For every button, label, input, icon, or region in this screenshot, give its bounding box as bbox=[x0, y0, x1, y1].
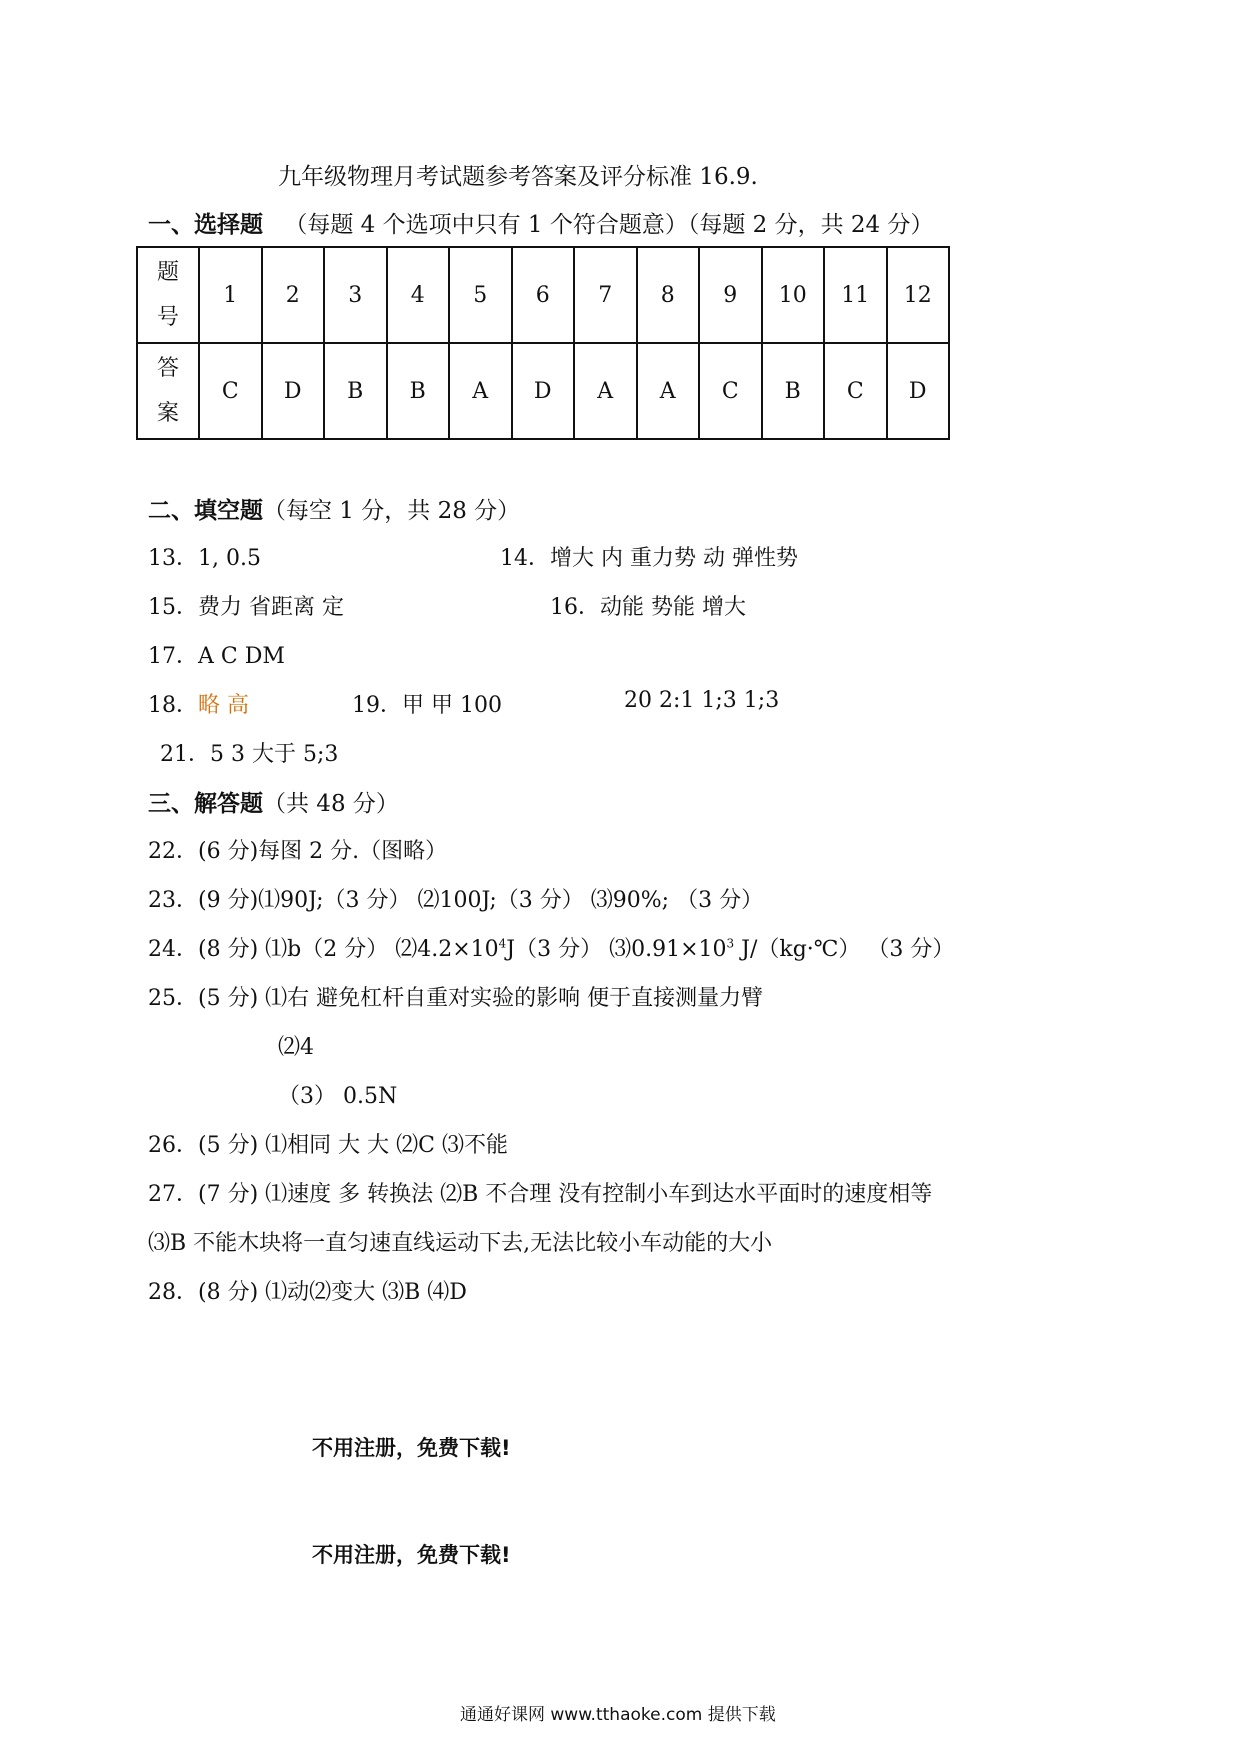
table-cell-answer: B bbox=[762, 343, 825, 439]
section1-heading-line bbox=[148, 206, 933, 239]
section3-note: （共 48 分） bbox=[263, 791, 399, 817]
section3-heading-line bbox=[148, 785, 399, 818]
answer-15: 15．费力 省距离 定 bbox=[148, 595, 344, 620]
answer-27: 27．(7 分) ⑴速度 多 转换法 ⑵B 不合理 没有控制小车到达水平面时的速度相等 bbox=[148, 1182, 933, 1207]
answer-26: 26．(5 分) ⑴相同 大 大 ⑵C ⑶不能 bbox=[148, 1133, 508, 1158]
table-cell-number: 8 bbox=[637, 247, 700, 343]
answer-17: 17．A C DM bbox=[148, 644, 285, 669]
answer-20: 20 2:1 1;3 1;3 bbox=[624, 688, 780, 713]
table-cell-answer: D bbox=[512, 343, 575, 439]
table-cell-number: 3 bbox=[324, 247, 387, 343]
page-title: 九年级物理月考试题参考答案及评分标准 16.9. bbox=[278, 164, 758, 190]
table-cell-number: 5 bbox=[449, 247, 512, 343]
table-row-numbers bbox=[137, 247, 949, 343]
table-cell-answer: A bbox=[449, 343, 512, 439]
answer-28: 28．(8 分) ⑴动⑵变大 ⑶B ⑷D bbox=[148, 1280, 467, 1305]
table-cell-answer: D bbox=[887, 343, 950, 439]
promo-text: 不用注册，免费下载! bbox=[312, 1543, 511, 1567]
table-cell-number: 4 bbox=[387, 247, 450, 343]
answer-25-part3: （3） 0.5N bbox=[278, 1084, 398, 1109]
table-cell-answer: C bbox=[699, 343, 762, 439]
table-cell-number: 9 bbox=[699, 247, 762, 343]
table-cell-number: 6 bbox=[512, 247, 575, 343]
section1-note: （每题 4 个选项中只有 1 个符合题意）（每题 2 分，共 24 分） bbox=[284, 212, 934, 238]
answer-table bbox=[136, 246, 950, 440]
answer-23: 23．(9 分)⑴90J;（3 分） ⑵100J;（3 分） ⑶90%; （3 分） bbox=[148, 888, 764, 913]
table-cell-number: 7 bbox=[574, 247, 637, 343]
table-row-answers bbox=[137, 343, 949, 439]
table-header-answer: 答 案 bbox=[137, 343, 199, 439]
section2-note: （每空 1 分，共 28 分） bbox=[263, 498, 521, 524]
answer-25: 25．(5 分) ⑴右 避免杠杆自重对实验的影响 便于直接测量力臂 bbox=[148, 986, 764, 1011]
answer-24: 24．(8 分) ⑴b（2 分） $⑵4.2\times 10^4J(3$ 分） $⑶0.91\times 10^3$ J/（kg·℃） （3 分） bbox=[148, 936, 955, 962]
table-header-number: 题 号 bbox=[137, 247, 199, 343]
footer-text: 通通好课网 www.tthaoke.com 提供下载 bbox=[460, 1705, 776, 1725]
table-cell-number: 1 bbox=[199, 247, 262, 343]
table-cell-number: 12 bbox=[887, 247, 950, 343]
table-cell-answer: A bbox=[574, 343, 637, 439]
table-cell-answer: C bbox=[199, 343, 262, 439]
answer-18-label: 18． bbox=[148, 693, 198, 718]
table-cell-answer: C bbox=[824, 343, 887, 439]
table-cell-answer: B bbox=[387, 343, 450, 439]
answer-18-value: 略 高 bbox=[198, 693, 249, 718]
answer-19: 19．甲 甲 100 bbox=[352, 693, 502, 718]
promo-text: 不用注册，免费下载! bbox=[312, 1436, 511, 1460]
section2-heading-line bbox=[148, 492, 520, 525]
answer-25-part2: ⑵4 bbox=[278, 1035, 314, 1060]
table-cell-answer: A bbox=[637, 343, 700, 439]
answer-27-part3: ⑶B 不能木块将一直匀速直线运动下去,无法比较小车动能的大小 bbox=[148, 1231, 773, 1256]
answer-14: 14．增大 内 重力势 动 弹性势 bbox=[500, 546, 798, 571]
section2-heading: 二、填空题 bbox=[148, 498, 263, 524]
section3-heading: 三、解答题 bbox=[148, 791, 263, 817]
section1-heading: 一、选择题 bbox=[148, 212, 263, 238]
answer-16: 16．动能 势能 增大 bbox=[550, 595, 746, 620]
table-cell-answer: B bbox=[324, 343, 387, 439]
answer-13: 13．1, 0.5 bbox=[148, 546, 261, 571]
table-cell-number: 11 bbox=[824, 247, 887, 343]
table-cell-number: 10 bbox=[762, 247, 825, 343]
answer-18 bbox=[148, 688, 249, 719]
table-cell-number: 2 bbox=[262, 247, 325, 343]
table-cell-answer: D bbox=[262, 343, 325, 439]
answer-22: 22．(6 分)每图 2 分.（图略） bbox=[148, 839, 448, 864]
answer-21: 21．5 3 大于 5;3 bbox=[160, 742, 339, 767]
